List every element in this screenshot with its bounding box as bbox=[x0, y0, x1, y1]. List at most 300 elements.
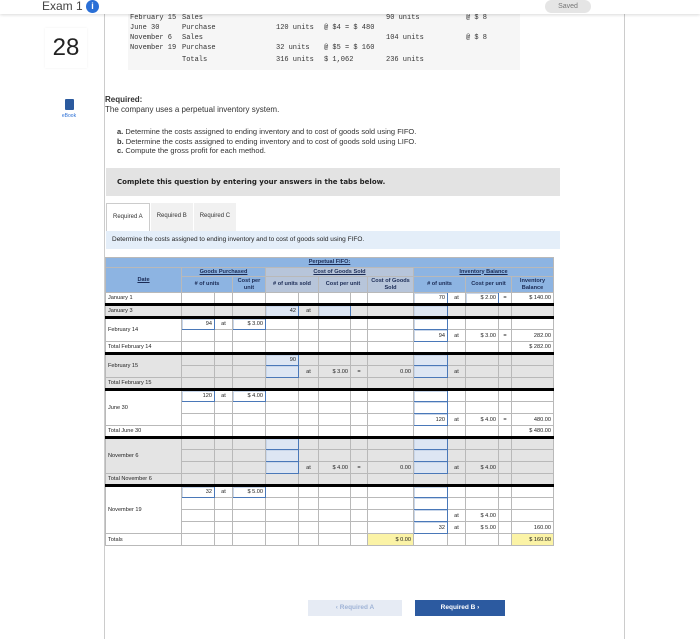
total-label: Total February 14 bbox=[106, 342, 182, 354]
perpetual-fifo-table bbox=[105, 257, 554, 546]
at-label: at bbox=[448, 414, 466, 426]
total-inventory-units bbox=[414, 378, 448, 390]
total-inventory-cost bbox=[466, 378, 499, 390]
at-label bbox=[448, 390, 466, 402]
inventory-cost: $ 3.00 bbox=[466, 330, 499, 342]
total-inventory-balance bbox=[512, 474, 554, 486]
inv-units-header: # of units bbox=[414, 277, 466, 293]
total-sold-cost bbox=[319, 534, 351, 546]
inventory-cost bbox=[466, 390, 499, 402]
sold-cost bbox=[319, 510, 351, 522]
purchased-cost bbox=[233, 354, 266, 366]
total-row bbox=[106, 378, 554, 390]
equals-label bbox=[499, 366, 512, 378]
table-row bbox=[106, 318, 554, 330]
total-sold-units bbox=[266, 426, 299, 438]
cogs-amount bbox=[368, 486, 414, 498]
total-label: Total June 30 bbox=[106, 426, 182, 438]
next-required-b-button[interactable]: Required B › bbox=[415, 600, 505, 616]
required-text: The company uses a perpetual inventory system. bbox=[105, 105, 280, 114]
required-item bbox=[117, 146, 416, 156]
at-label bbox=[448, 305, 466, 318]
problem-cell: @ $4 = $ 480 bbox=[324, 24, 375, 32]
total-at-label bbox=[215, 378, 233, 390]
at-label: at bbox=[448, 366, 466, 378]
purchased-units bbox=[182, 498, 215, 510]
date-header: Date bbox=[106, 267, 182, 293]
cogs-cost-per-unit-header: Cost per unit bbox=[319, 277, 368, 293]
purchased-units bbox=[182, 438, 215, 450]
purchased-units-input[interactable]: 32 bbox=[182, 486, 215, 498]
book-icon bbox=[65, 99, 74, 110]
at-label bbox=[215, 305, 233, 318]
equals-label bbox=[499, 402, 512, 414]
total-sold-cost bbox=[319, 474, 351, 486]
sold-units-input[interactable]: 90 bbox=[266, 354, 299, 366]
inventory-balance bbox=[512, 510, 554, 522]
total-at-label bbox=[215, 534, 233, 546]
total-inventory-cost bbox=[466, 426, 499, 438]
total-row bbox=[106, 474, 554, 486]
problem-cell: @ $ 8 bbox=[466, 14, 488, 22]
at-label bbox=[215, 438, 233, 450]
date-cell: June 30 bbox=[106, 390, 182, 426]
inventory-units-input[interactable]: 70 bbox=[414, 293, 448, 305]
inventory-units-input[interactable] bbox=[414, 510, 448, 522]
inventory-balance bbox=[512, 366, 554, 378]
total-equals-label bbox=[499, 378, 512, 390]
sold-cost bbox=[319, 486, 351, 498]
cogs-amount bbox=[368, 390, 414, 402]
total-inventory-units bbox=[414, 534, 448, 546]
problem-cell: 32 units bbox=[276, 44, 310, 52]
total-equals-label bbox=[351, 342, 368, 354]
equals-label bbox=[351, 293, 368, 305]
equals-label bbox=[351, 522, 368, 534]
item-letter: a. bbox=[117, 127, 124, 136]
problem-cell: June 30 bbox=[130, 24, 160, 32]
at-label: at bbox=[299, 305, 319, 318]
equals-label bbox=[351, 510, 368, 522]
inventory-units-input[interactable] bbox=[414, 354, 448, 366]
inventory-balance bbox=[512, 498, 554, 510]
inventory-cost-input[interactable]: $ 2.00 bbox=[466, 293, 499, 305]
cogs-amount bbox=[368, 450, 414, 462]
equals-label bbox=[351, 305, 368, 318]
total-at-label bbox=[215, 474, 233, 486]
at-label: at bbox=[299, 366, 319, 378]
sold-units-input[interactable] bbox=[266, 438, 299, 450]
purchased-cost bbox=[233, 330, 266, 342]
inventory-balance-header: Inventory Balance bbox=[414, 267, 554, 277]
total-sold-units bbox=[266, 342, 299, 354]
total-at-label bbox=[448, 342, 466, 354]
total-at-label bbox=[299, 474, 319, 486]
sold-units-input[interactable] bbox=[266, 462, 299, 474]
equals-label: = bbox=[499, 414, 512, 426]
purchased-cost bbox=[233, 438, 266, 450]
cogs-amount bbox=[368, 354, 414, 366]
exam-title: Exam 1 bbox=[42, 0, 83, 13]
equals-label bbox=[499, 305, 512, 318]
inventory-cost: $ 4.00 bbox=[466, 462, 499, 474]
purchased-units bbox=[182, 450, 215, 462]
purchased-units-input[interactable]: 120 bbox=[182, 390, 215, 402]
inv-balance-header: Inventory Balance bbox=[512, 277, 554, 293]
instructions-banner: Complete this question by entering your answers in the tabs below. bbox=[106, 168, 560, 196]
at-label bbox=[299, 330, 319, 342]
purchased-cost bbox=[233, 510, 266, 522]
inventory-cost bbox=[466, 450, 499, 462]
total-purchased-units bbox=[182, 426, 215, 438]
inventory-balance bbox=[512, 305, 554, 318]
inventory-cost bbox=[466, 318, 499, 330]
inventory-units-input[interactable]: 120 bbox=[414, 414, 448, 426]
date-cell: November 6 bbox=[106, 438, 182, 474]
total-equals-label bbox=[499, 474, 512, 486]
equals-label: = bbox=[499, 293, 512, 305]
problem-cell: 120 units bbox=[276, 24, 314, 32]
problem-cell: November 6 bbox=[130, 34, 173, 42]
table-row bbox=[106, 390, 554, 402]
table-row bbox=[106, 293, 554, 305]
table-row bbox=[106, 305, 554, 318]
purchased-cost-input[interactable]: $ 4.00 bbox=[233, 390, 266, 402]
total-sold-cost bbox=[319, 342, 351, 354]
sold-cost bbox=[319, 293, 351, 305]
equals-label bbox=[499, 354, 512, 366]
problem-cell: 236 units bbox=[386, 56, 424, 64]
equals-label bbox=[351, 402, 368, 414]
at-label bbox=[448, 498, 466, 510]
total-equals-label bbox=[499, 534, 512, 546]
purchased-cost-input[interactable]: $ 5.00 bbox=[233, 486, 266, 498]
date-cell: February 15 bbox=[106, 354, 182, 378]
sold-cost bbox=[319, 330, 351, 342]
at-label: at bbox=[448, 330, 466, 342]
cogs-amount bbox=[368, 318, 414, 330]
purchased-cost bbox=[233, 293, 266, 305]
total-at-label bbox=[448, 426, 466, 438]
sold-cost bbox=[319, 390, 351, 402]
sold-units bbox=[266, 293, 299, 305]
date-cell: January 1 bbox=[106, 293, 182, 305]
equals-label bbox=[499, 510, 512, 522]
purchased-units bbox=[182, 462, 215, 474]
purchased-cost bbox=[233, 402, 266, 414]
problem-cell: Purchase bbox=[182, 24, 216, 32]
total-inventory-balance: $ 480.00 bbox=[512, 426, 554, 438]
at-label bbox=[215, 498, 233, 510]
inventory-cost bbox=[466, 486, 499, 498]
total-purchased-units bbox=[182, 378, 215, 390]
date-cell: November 19 bbox=[106, 486, 182, 534]
problem-cell: $ 1,062 bbox=[324, 56, 354, 64]
total-purchased-units bbox=[182, 474, 215, 486]
total-label: Total February 15 bbox=[106, 378, 182, 390]
sold-cost bbox=[319, 354, 351, 366]
purchased-cost bbox=[233, 498, 266, 510]
cogs-amount bbox=[368, 498, 414, 510]
inventory-units-input[interactable] bbox=[414, 305, 448, 318]
inv-cost-header: Cost per unit bbox=[466, 277, 512, 293]
problem-data-table bbox=[128, 14, 520, 70]
purchased-units bbox=[182, 366, 215, 378]
total-label: Total November 6 bbox=[106, 474, 182, 486]
equals-label: = bbox=[499, 330, 512, 342]
at-label: at bbox=[448, 510, 466, 522]
sold-units-input[interactable] bbox=[266, 450, 299, 462]
inventory-units-input[interactable] bbox=[414, 402, 448, 414]
total-purchased-units bbox=[182, 534, 215, 546]
sold-cost bbox=[319, 450, 351, 462]
goods-purchased-header: Goods Purchased bbox=[182, 267, 266, 277]
info-icon[interactable]: i bbox=[86, 0, 99, 13]
inventory-units-input[interactable] bbox=[414, 438, 448, 450]
ebook-link[interactable] bbox=[50, 94, 88, 130]
inventory-units-input[interactable]: 32 bbox=[414, 522, 448, 534]
at-label bbox=[215, 366, 233, 378]
total-inventory-balance: $ 282.00 bbox=[512, 342, 554, 354]
total-at-label bbox=[448, 534, 466, 546]
total-sold-units bbox=[266, 378, 299, 390]
at-label bbox=[215, 462, 233, 474]
required-item bbox=[117, 137, 416, 147]
top-bar bbox=[0, 0, 700, 14]
total-equals-label bbox=[499, 426, 512, 438]
sold-cost-input[interactable] bbox=[319, 305, 351, 318]
equals-label bbox=[499, 438, 512, 450]
table-title: Perpetual FIFO: bbox=[106, 258, 554, 268]
units-header: # of units bbox=[182, 277, 233, 293]
at-label bbox=[448, 354, 466, 366]
inventory-units-input[interactable] bbox=[414, 450, 448, 462]
purchased-units bbox=[182, 510, 215, 522]
table-row bbox=[106, 486, 554, 498]
sold-units bbox=[266, 522, 299, 534]
at-label bbox=[215, 510, 233, 522]
cogs-header: Cost of Goods Sold bbox=[266, 267, 414, 277]
tab-required-a[interactable]: Required A bbox=[106, 203, 150, 231]
purchased-cost-input[interactable]: $ 3.00 bbox=[233, 318, 266, 330]
item-text: Compute the gross profit for each method. bbox=[125, 146, 266, 155]
inventory-balance bbox=[512, 438, 554, 450]
problem-cell: 316 units bbox=[276, 56, 314, 64]
sold-units-input[interactable]: 42 bbox=[266, 305, 299, 318]
sold-cost bbox=[319, 414, 351, 426]
sold-cost bbox=[319, 522, 351, 534]
total-at-label bbox=[299, 426, 319, 438]
inventory-cost: $ 5.00 bbox=[466, 522, 499, 534]
at-label bbox=[299, 293, 319, 305]
at-label: at bbox=[215, 390, 233, 402]
at-label bbox=[448, 402, 466, 414]
equals-label bbox=[351, 390, 368, 402]
tab-required-c[interactable]: Required C bbox=[194, 203, 236, 231]
at-label bbox=[299, 318, 319, 330]
purchased-units bbox=[182, 354, 215, 366]
inventory-units-input[interactable] bbox=[414, 390, 448, 402]
inventory-balance bbox=[512, 390, 554, 402]
sold-cost bbox=[319, 498, 351, 510]
purchased-units-input[interactable]: 94 bbox=[182, 318, 215, 330]
total-inventory-cost bbox=[466, 342, 499, 354]
at-label bbox=[215, 293, 233, 305]
inventory-balance: 282.00 bbox=[512, 330, 554, 342]
equals-label bbox=[351, 414, 368, 426]
at-label bbox=[299, 522, 319, 534]
problem-cell: November 19 bbox=[130, 44, 177, 52]
cogs-amount: 0.00 bbox=[368, 366, 414, 378]
purchased-cost bbox=[233, 522, 266, 534]
total-cogs-amount: $ 0.00 bbox=[368, 534, 414, 546]
sold-units bbox=[266, 486, 299, 498]
at-label bbox=[299, 438, 319, 450]
inventory-balance bbox=[512, 318, 554, 330]
sold-cost bbox=[319, 402, 351, 414]
cogs-amount bbox=[368, 438, 414, 450]
problem-cell: Sales bbox=[182, 14, 204, 22]
inventory-balance bbox=[512, 402, 554, 414]
total-sold-cost bbox=[319, 378, 351, 390]
total-purchased-cost bbox=[233, 342, 266, 354]
at-label bbox=[448, 450, 466, 462]
at-label bbox=[215, 354, 233, 366]
inventory-units-input[interactable] bbox=[414, 498, 448, 510]
question-number: 28 bbox=[45, 28, 87, 68]
total-at-label bbox=[215, 426, 233, 438]
problem-cell: Totals bbox=[182, 56, 208, 64]
equals-label bbox=[351, 330, 368, 342]
total-equals-label bbox=[351, 378, 368, 390]
at-label bbox=[448, 486, 466, 498]
total-purchased-cost bbox=[233, 426, 266, 438]
cogs-amount-header: Cost of Goods Sold bbox=[368, 277, 414, 293]
at-label bbox=[448, 318, 466, 330]
sold-cost bbox=[319, 438, 351, 450]
cogs-amount: 0.00 bbox=[368, 462, 414, 474]
sold-units bbox=[266, 402, 299, 414]
total-sold-units bbox=[266, 534, 299, 546]
total-cogs-amount bbox=[368, 342, 414, 354]
sold-cost bbox=[319, 318, 351, 330]
purchased-units bbox=[182, 402, 215, 414]
at-label bbox=[215, 330, 233, 342]
units-sold-header: # of units sold bbox=[266, 277, 319, 293]
prev-required-a-button[interactable]: ‹ Required A bbox=[308, 600, 402, 616]
cogs-amount bbox=[368, 510, 414, 522]
purchased-cost bbox=[233, 414, 266, 426]
equals-label bbox=[351, 498, 368, 510]
total-at-label bbox=[448, 378, 466, 390]
inventory-balance bbox=[512, 462, 554, 474]
sold-units bbox=[266, 498, 299, 510]
total-inventory-units bbox=[414, 426, 448, 438]
equals-label bbox=[351, 486, 368, 498]
problem-cell: February 15 bbox=[130, 14, 177, 22]
inventory-cost bbox=[466, 498, 499, 510]
problem-cell: Sales bbox=[182, 34, 204, 42]
saved-button[interactable]: Saved bbox=[545, 0, 591, 13]
inventory-units-input[interactable] bbox=[414, 486, 448, 498]
inventory-units-input[interactable] bbox=[414, 318, 448, 330]
item-letter: b. bbox=[117, 136, 124, 146]
total-cogs-amount bbox=[368, 474, 414, 486]
total-label: Totals bbox=[106, 534, 182, 546]
inventory-units-input[interactable]: 94 bbox=[414, 330, 448, 342]
sold-units bbox=[266, 318, 299, 330]
purchased-units bbox=[182, 414, 215, 426]
problem-cell: @ $ 8 bbox=[466, 34, 488, 42]
inventory-cost bbox=[466, 438, 499, 450]
purchased-units bbox=[182, 293, 215, 305]
total-at-label bbox=[299, 534, 319, 546]
at-label bbox=[448, 438, 466, 450]
item-text: Determine the costs assigned to ending inventory and to cost of goods sold using LIFO. bbox=[125, 136, 417, 146]
inventory-units-input[interactable] bbox=[414, 366, 448, 378]
sold-cost: $ 4.00 bbox=[319, 462, 351, 474]
equals-label bbox=[499, 318, 512, 330]
inventory-cost bbox=[466, 305, 499, 318]
total-equals-label bbox=[351, 534, 368, 546]
equals-label bbox=[499, 390, 512, 402]
at-label bbox=[215, 450, 233, 462]
total-purchased-cost bbox=[233, 534, 266, 546]
inventory-balance: 480.00 bbox=[512, 414, 554, 426]
inventory-balance bbox=[512, 354, 554, 366]
purchased-cost bbox=[233, 305, 266, 318]
item-text: Determine the costs assigned to ending inventory and to cost of goods sold using FIFO. bbox=[125, 127, 417, 136]
at-label: at bbox=[448, 522, 466, 534]
total-sold-units bbox=[266, 474, 299, 486]
at-label: at bbox=[215, 486, 233, 498]
total-row bbox=[106, 426, 554, 438]
total-sold-cost bbox=[319, 426, 351, 438]
cogs-amount bbox=[368, 330, 414, 342]
total-purchased-cost bbox=[233, 378, 266, 390]
total-cogs-amount bbox=[368, 426, 414, 438]
inventory-cost bbox=[466, 354, 499, 366]
total-inventory-cost bbox=[466, 534, 499, 546]
sold-units bbox=[266, 414, 299, 426]
sold-units bbox=[266, 510, 299, 522]
at-label bbox=[299, 390, 319, 402]
tab-required-b[interactable]: Required B bbox=[151, 203, 193, 231]
total-at-label bbox=[299, 378, 319, 390]
required-item bbox=[117, 127, 416, 137]
inventory-units-input[interactable] bbox=[414, 462, 448, 474]
at-label bbox=[299, 498, 319, 510]
total-inventory-units bbox=[414, 474, 448, 486]
equals-label bbox=[351, 318, 368, 330]
equals-label bbox=[499, 486, 512, 498]
equals-label bbox=[351, 450, 368, 462]
inventory-cost: $ 4.00 bbox=[466, 510, 499, 522]
inventory-balance: $ 140.00 bbox=[512, 293, 554, 305]
at-label: at bbox=[448, 293, 466, 305]
total-row bbox=[106, 534, 554, 546]
table-row bbox=[106, 354, 554, 366]
sold-cost: $ 3.00 bbox=[319, 366, 351, 378]
table-row bbox=[106, 438, 554, 450]
inventory-balance: 160.00 bbox=[512, 522, 554, 534]
sold-units-input[interactable] bbox=[266, 366, 299, 378]
total-at-label bbox=[448, 474, 466, 486]
purchased-cost bbox=[233, 450, 266, 462]
total-at-label bbox=[215, 342, 233, 354]
cost-per-unit-header: Cost per unit bbox=[233, 277, 266, 293]
total-inventory-balance bbox=[512, 378, 554, 390]
